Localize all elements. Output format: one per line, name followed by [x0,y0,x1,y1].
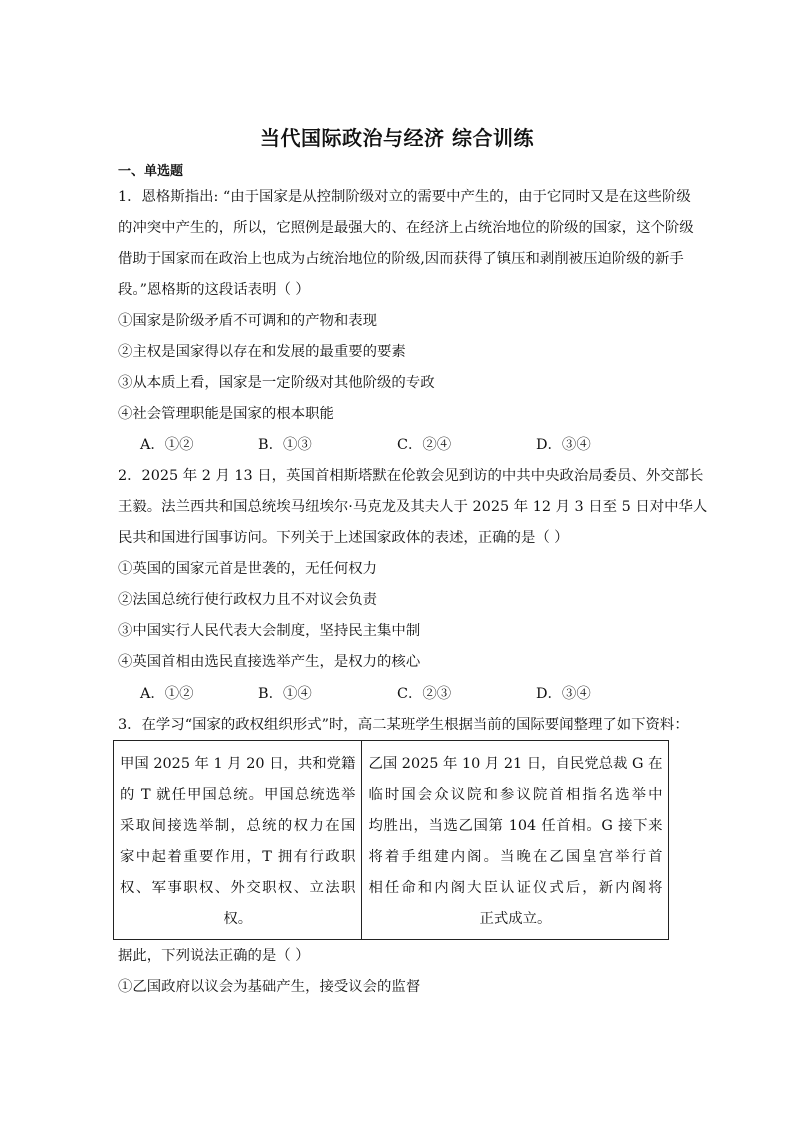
cell-line: 乙国 2025 年 10 月 21 日，自民党总裁 G 在 [368,756,663,772]
q2-statement-4: ④英国首相由选民直接选举产生，是权力的核心 [118,654,421,670]
q3-statement-1: ①乙国政府以议会为基础产生，接受议会的监督 [118,979,421,995]
q1-statement-3: ③从本质上看，国家是一定阶级对其他阶级的专政 [118,375,435,391]
cell-line: 临时国会众议院和参议院首相指名选举中 [368,787,663,803]
q2-option-b[interactable]: B．①④ [258,686,312,702]
q2-statement-3: ③中国实行人民代表大会制度，坚持民主集中制 [118,623,421,639]
table-row [114,741,669,940]
q2-statement-2: ②法国总统行使行政权力且不对议会负责 [118,592,378,608]
q1-stem-line-1: 1．恩格斯指出: “由于国家是从控制阶级对立的需要中产生的，由于它同时又是在这些阶级 [118,189,691,205]
q2-statement-1: ①英国的国家元首是世袭的，无任何权力 [118,561,378,577]
cell-line: 均胜出，当选乙国第 104 任首相。G 接下来 [368,818,663,834]
q1-statement-4: ④社会管理职能是国家的根本职能 [118,406,334,422]
q3-material-table [113,740,669,940]
cell-line: 权。 [223,911,253,927]
cell-line: 采取间接选举制，总统的权力在国 [120,818,356,834]
cell-line: 正式成立。 [479,911,552,927]
q3-question: 据此，下列说法正确的是（ ） [118,948,310,964]
q2-option-c[interactable]: C．②③ [397,686,452,702]
q2-option-d[interactable]: D．③④ [536,686,591,702]
q1-option-c[interactable]: C．②④ [397,437,452,453]
cell-line: 权、军事职权、外交职权、立法职 [120,880,356,896]
q1-option-b[interactable]: B．①③ [258,437,312,453]
q1-stem-line-4: 段。”恩格斯的这段话表明（ ） [118,282,310,298]
q2-stem-line-3: 民共和国进行国事访问。下列关于上述国家政体的表述，正确的是（ ） [118,530,569,546]
cell-line: 的 T 就任甲国总统。甲国总统选举 [120,787,356,803]
table-cell-country-b [362,741,669,940]
page-title: 当代国际政治与经济 综合训练 [260,126,534,150]
q2-option-a[interactable]: A．①② [140,686,194,702]
q1-stem-line-3: 借助于国家而在政治上也成为占统治地位的阶级,因而获得了镇压和剥削被压迫阶级的新手 [118,251,684,267]
q1-option-d[interactable]: D．③④ [536,437,591,453]
cell-line: 甲国 2025 年 1 月 20 日，共和党籍 [120,756,356,772]
section-heading: 一、单选题 [118,164,184,179]
q1-statement-1: ①国家是阶级矛盾不可调和的产物和表现 [118,313,378,329]
cell-line: 相任命和内阁大臣认证仪式后，新内阁将 [368,880,663,896]
q1-statement-2: ②主权是国家得以存在和发展的最重要的要素 [118,344,406,360]
q1-stem-line-2: 的冲突中产生的，所以，它照例是最强大的、在经济上占统治地位的阶级的国家，这个阶级 [118,220,694,236]
table-cell-country-a [114,741,362,940]
cell-line: 将着手组建内阁。当晚在乙国皇宫举行首 [368,849,663,865]
cell-line: 家中起着重要作用，T 拥有行政职 [120,849,356,865]
q3-stem: 3．在学习“国家的政权组织形式”时，高二某班学生根据当前的国际要闻整理了如下资料： [118,717,689,733]
q1-option-a[interactable]: A．①② [140,437,194,453]
q2-stem-line-2: 王毅。法兰西共和国总统埃马纽埃尔·马克龙及其夫人于 2025 年 12 月 3 日至 5 日对中华人 [118,499,708,515]
q2-stem-line-1: 2．2025 年 2 月 13 日，英国首相斯塔默在伦敦会见到访的中共中央政治局委员、外交部长 [118,468,704,484]
